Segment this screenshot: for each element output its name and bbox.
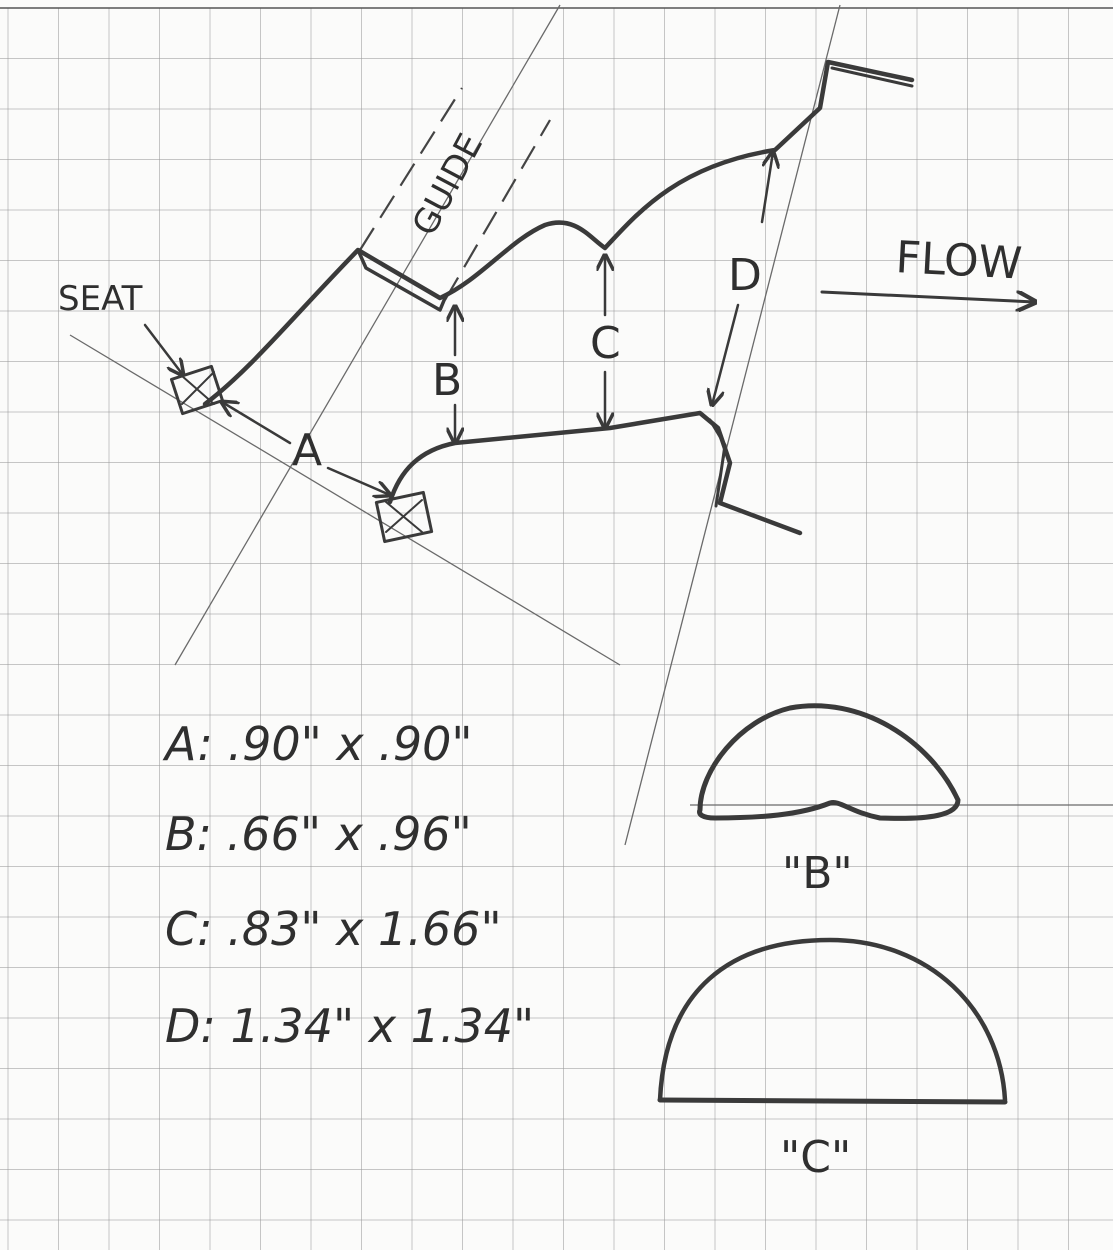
grid-lines (0, 8, 1113, 1250)
dimension-list (162, 717, 534, 1053)
profile-c-shape (660, 940, 1005, 1183)
profile-c-caption: "C" (780, 1132, 852, 1183)
seat-marker-upper (171, 366, 222, 413)
seat-marker-lower (376, 492, 431, 541)
profile-b-caption: "B" (782, 848, 853, 899)
dimension-c: C: .83" x 1.66" (165, 902, 502, 956)
seat-label: SEAT (58, 279, 143, 319)
dimension-d: D: 1.34" x 1.34" (165, 999, 535, 1053)
dimension-b: B: .66" x .96" (165, 807, 472, 861)
dimension-a: A: .90" x .90" (165, 717, 473, 771)
flow-label: FLOW (894, 232, 1024, 290)
lower-profile-path (390, 413, 800, 533)
guide-label: GUIDE (404, 127, 492, 243)
label-d: D (728, 250, 762, 301)
label-b: B (432, 355, 463, 406)
profile-b-shape (700, 706, 958, 899)
label-a: A (292, 425, 323, 476)
label-c: C (590, 318, 621, 369)
